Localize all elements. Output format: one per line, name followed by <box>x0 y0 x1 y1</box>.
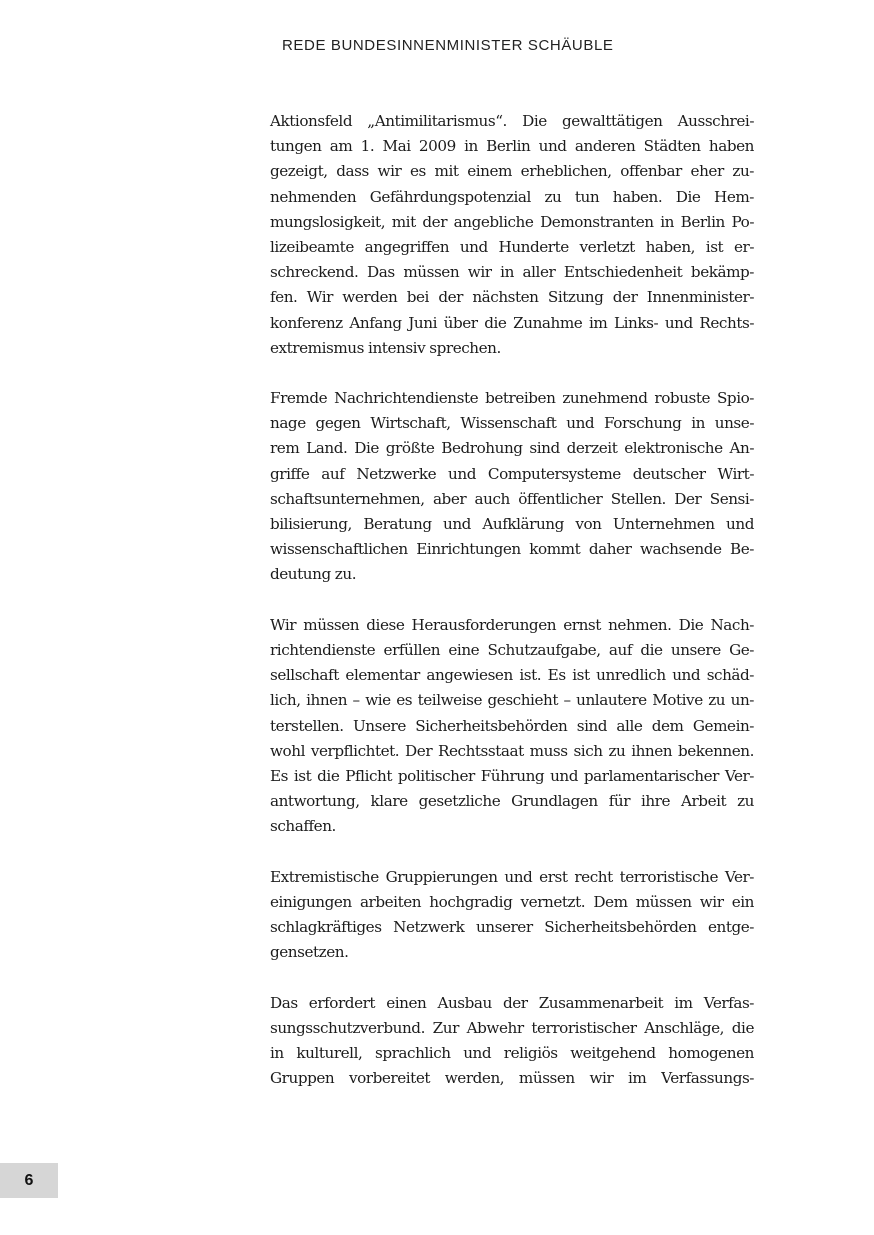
text-line: gensetzen. <box>270 943 349 962</box>
text-line: bilisierung, Beratung und Aufklärung von Unternehmen und <box>270 515 754 533</box>
paragraph <box>270 991 754 1092</box>
text-line: Es ist die Pflicht politischer Führung und parlamentarischer Ver- <box>270 766 754 785</box>
text-line: fen. Wir werden bei der nächsten Sitzung der Innenminister- <box>270 288 754 307</box>
paragraph-gap <box>270 588 754 613</box>
text-line: Aktionsfeld „Antimilitarismus“. Die gewalttätigen Ausschrei- <box>270 112 754 130</box>
paragraph <box>270 865 754 966</box>
text-line: Wir müssen diese Herausforderungen ernst nehmen. Die Nach- <box>270 615 754 634</box>
page-number: 6 <box>24 1171 34 1189</box>
text-line: schreckend. Das müssen wir in aller Entschiedenheit bekämp- <box>270 263 754 282</box>
text-line: terstellen. Unsere Sicherheitsbehörden sind alle dem Gemein- <box>270 716 754 735</box>
text-line: sellschaft elementar angewiesen ist. Es ist unredlich und schäd- <box>270 666 754 685</box>
paragraph <box>270 386 754 588</box>
text-line: Fremde Nachrichtendienste betreiben zunehmend robuste Spio- <box>270 389 754 408</box>
text-line: wissenschaftlichen Einrichtungen kommt daher wachsende Be- <box>270 540 754 559</box>
page-number-box <box>0 1163 58 1198</box>
text-line: Das erfordert einen Ausbau der Zusammenarbeit im Verfas- <box>270 993 754 1012</box>
text-line: gezeigt, dass wir es mit einem erheblichen, offenbar eher zu- <box>270 162 754 181</box>
running-header: REDE BUNDESINNENMINISTER SCHÄUBLE <box>282 37 614 54</box>
text-line: mungslosigkeit, mit der angebliche Demonstranten in Berlin Po- <box>270 212 754 231</box>
text-line: tungen am 1. Mai 2009 in Berlin und anderen Städten haben <box>270 137 754 156</box>
text-line: konferenz Anfang Juni über die Zunahme im Links- und Rechts- <box>270 313 754 332</box>
text-line: lich, ihnen – wie es teilweise geschieht – unlautere Motive zu un- <box>270 691 754 710</box>
text-line: Extremistische Gruppierungen und erst recht terroristische Ver- <box>270 867 754 886</box>
text-line: schlagkräftiges Netzwerk unserer Sicherheitsbehörden entge- <box>270 918 754 936</box>
text-line: griffe auf Netzwerke und Computersysteme deutscher Wirt- <box>270 464 754 483</box>
text-line: nehmenden Gefährdungspotenzial zu tun haben. Die Hem- <box>270 187 754 206</box>
text-line: extremismus intensiv sprechen. <box>270 338 501 357</box>
text-line: rem Land. Die größte Bedrohung sind derzeit elektronische An- <box>270 439 754 458</box>
text-line: sungsschutzverbund. Zur Abwehr terroristischer Anschläge, die <box>270 1018 754 1037</box>
paragraph-gap <box>270 965 754 990</box>
text-line: deutung zu. <box>270 565 357 584</box>
paragraph <box>270 613 754 840</box>
text-line: wohl verpflichtet. Der Rechtsstaat muss sich zu ihnen bekennen. <box>270 741 754 760</box>
text-line: Gruppen vorbereitet werden, müssen wir im Verfassungs- <box>270 1069 754 1088</box>
paragraph-gap <box>270 361 754 386</box>
text-line: richtendienste erfüllen eine Schutzaufgabe, auf die unsere Ge- <box>270 640 754 659</box>
text-line: in kulturell, sprachlich und religiös weitgehend homogenen <box>270 1043 754 1062</box>
paragraph-gap <box>270 839 754 864</box>
text-line: schaffen. <box>270 817 336 836</box>
text-line: antwortung, klare gesetzliche Grundlagen für ihre Arbeit zu <box>270 792 754 811</box>
text-line: lizeibeamte angegriffen und Hunderte verletzt haben, ist er- <box>270 237 754 256</box>
paragraph <box>270 109 754 361</box>
speech-body-text <box>270 109 754 1091</box>
text-line: schaftsunternehmen, aber auch öffentlicher Stellen. Der Sensi- <box>270 489 754 508</box>
text-line: einigungen arbeiten hochgradig vernetzt. Dem müssen wir ein <box>270 892 754 911</box>
text-line: nage gegen Wirtschaft, Wissenschaft und Forschung in unse- <box>270 414 754 433</box>
